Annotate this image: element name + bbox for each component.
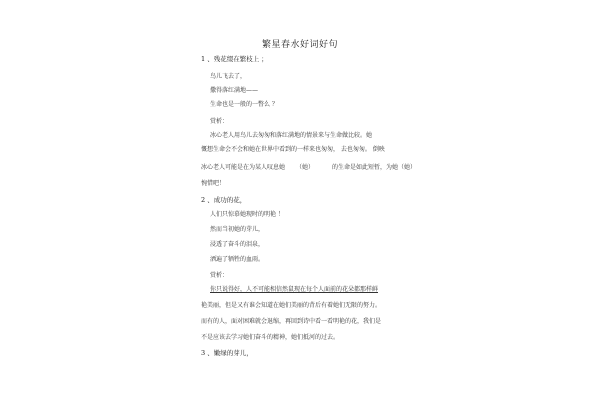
section-1-poem-line-2: 撒得落红满地——	[210, 87, 259, 94]
section-1-poem-line-3: 生命也是一般的一瞥么 ？	[210, 101, 278, 108]
section-1-poem-line-1: 鸟儿飞去了，	[210, 73, 247, 80]
section-1-heading: 1 、残花缀在繁枝上 ；	[201, 55, 268, 63]
section-2-poem-line-1: 人们只惊慕她现时的明艳 ！	[210, 211, 284, 218]
section-1-note-label: 赏析：	[210, 118, 229, 125]
section-1-analysis-line-3: 冰心老人可能是在为某人叹息她	[201, 164, 286, 171]
section-1-analysis-line-2: 慨想生命会不会和她在世界中看到的一样来也匆匆， 去也匆匆。 倒映	[201, 146, 385, 153]
section-2-analysis-line-3: 而有的人，面对困难就会退缩，再回到诗中看一看明艳的花，我们是	[201, 318, 382, 325]
section-2-note-label: 赏析：	[210, 272, 229, 279]
document-title: 繁星春水好词好句	[261, 40, 338, 50]
section-1-analysis-line-1: 冰心老人用鸟儿去匆匆和落红满地的情景来与生命做比较。她	[210, 132, 373, 139]
section-2-analysis-line-1: 你只说得好，人不可能相信然鼠现在每个人面前的花朵都那样鲜	[210, 286, 379, 293]
section-2-analysis-line-4: 不是应该去学习她们奋斗的精神，她们抵河的过去。	[201, 334, 340, 341]
section-1-analysis-line-3-aside: （她）	[296, 164, 315, 171]
section-2-analysis-line-2: 艳美丽，但是又有谁会知道在她们美丽的背后有着她们无限的努力。	[201, 302, 382, 309]
section-3-heading: 3 、嫩绿的芽儿，	[201, 349, 253, 357]
section-1-analysis-line-3-end: 的生命是如此短暂，为她（她）	[332, 164, 417, 171]
section-2-poem-line-3: 浸透了奋斗的泪泉，	[210, 241, 265, 248]
section-2-heading: 2 、成功的花，	[201, 196, 247, 204]
section-2-poem-line-4: 洒遍了牺牲的血雨。	[210, 256, 265, 263]
section-1-analysis-line-4: 惋惜吧！	[201, 180, 226, 187]
section-2-poem-line-2: 然而当初她的芽儿，	[210, 226, 265, 233]
